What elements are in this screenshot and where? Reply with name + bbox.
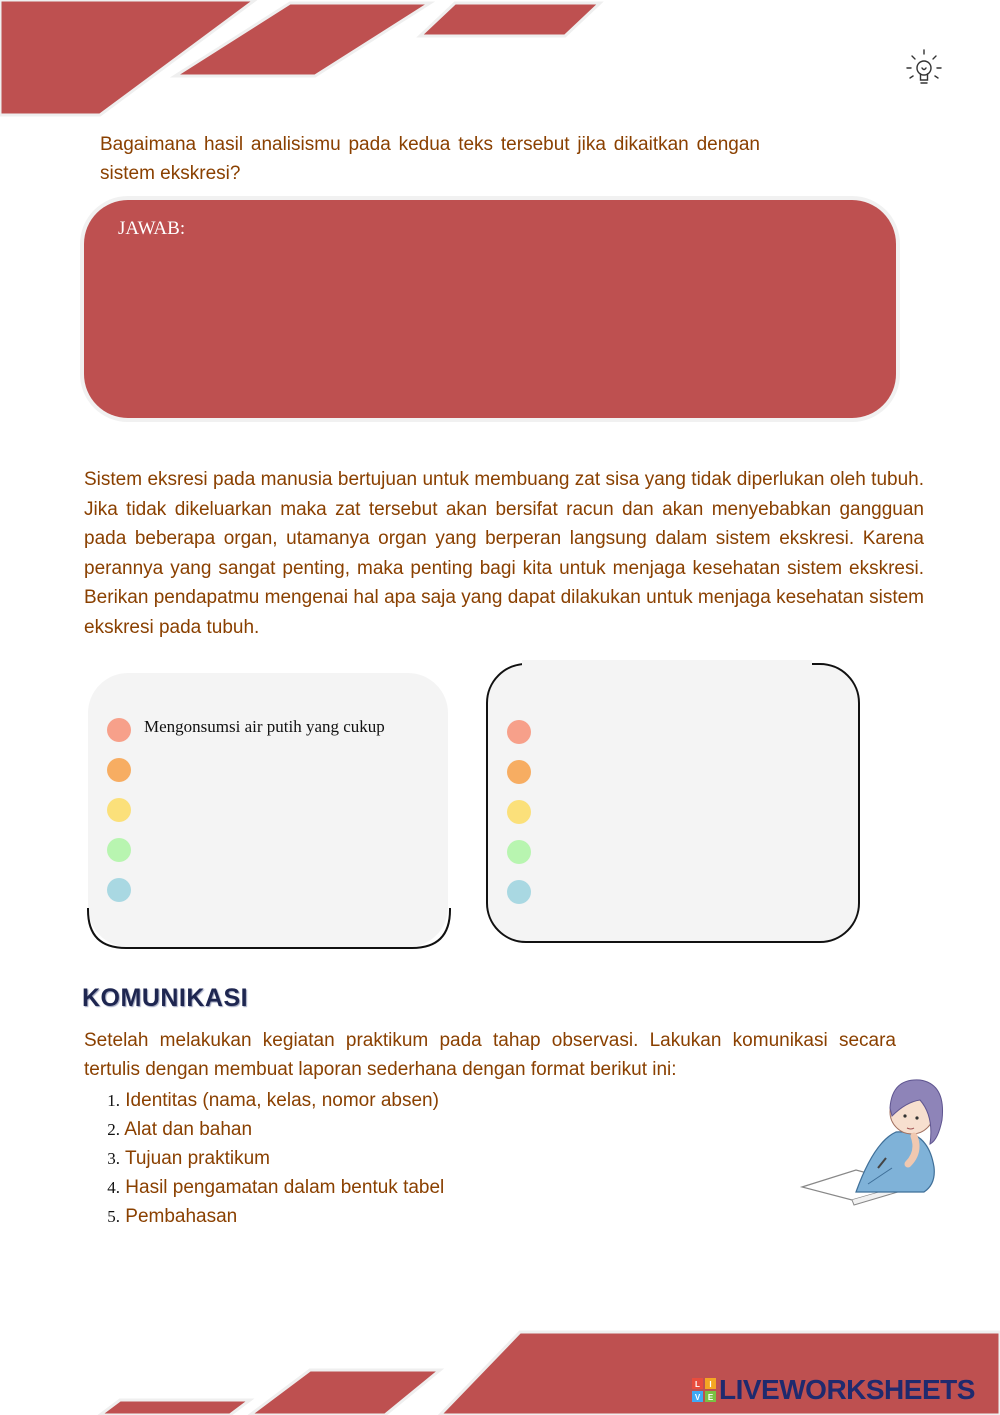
list-item: 1. Identitas (nama, kelas, nomor absen) [107, 1090, 439, 1111]
liveworksheets-brand[interactable] [692, 1372, 975, 1408]
instruction-paragraph: Sistem eksresi pada manusia bertujuan untuk membuang zat sisa yang tidak diperlukan oleh tubuh. Jika tidak dikeluarkan maka zat tersebut akan bersifat racun dan akan menyebabkan gangguan pada beberapa organ, utamanya organ yang berperan langsung dalam sistem ekskresi. Karena perannya yang sangat penting, maka penting bagi kita untuk menjaga kesehatan sistem ekskresi. Berikan pendapatmu mengenai hal apa saja yang dapat dilakukan untuk menjaga kesehatan sistem ekskresi pada tubuh. [84, 469, 924, 638]
list-item: 4. Hasil pengamatan dalam bentuk tabel [107, 1177, 445, 1198]
svg-text:I: I [709, 1380, 712, 1389]
bullet-dot-2 [507, 760, 531, 784]
girl-studying-illustration [796, 1072, 952, 1212]
right-answer-card[interactable] [486, 663, 860, 943]
list-item: 5. Pembahasan [107, 1206, 238, 1227]
section-intro: Setelah melakukan kegiatan praktikum pada tahap observasi. Lakukan komunikasi secara tertulis dengan membuat laporan sederhana dengan format berikut ini: [84, 1030, 896, 1080]
bullet-dot-5 [107, 878, 131, 902]
card-item-text: Mengonsumsi air putih yang cukup [144, 717, 385, 736]
bullet-dot-5 [507, 880, 531, 904]
bullet-dot-4 [107, 838, 131, 862]
answer-input-box[interactable] [84, 200, 896, 418]
bullet-dot-2 [107, 758, 131, 782]
top-banner-decoration [0, 0, 620, 125]
brand-name: LIVEWORKSHEETS [719, 1374, 975, 1405]
section-heading: KOMUNIKASI [82, 984, 249, 1012]
bullet-dot-1 [107, 718, 131, 742]
right-card-top-gap [522, 660, 812, 666]
svg-text:E: E [707, 1393, 714, 1402]
question-text: Bagaimana hasil analisismu pada kedua teks tersebut jika dikaitkan dengan sistem ekskresi? [100, 134, 760, 184]
report-format-list [98, 1086, 444, 1231]
bullet-dot-1 [507, 720, 531, 744]
bullet-dot-3 [107, 798, 131, 822]
list-item: 2. Alat dan bahan [107, 1119, 253, 1140]
list-item: 3. Tujuan praktikum [107, 1148, 270, 1169]
answer-label: JAWAB: [118, 218, 186, 239]
svg-text:V: V [694, 1393, 701, 1402]
bullet-dot-4 [507, 840, 531, 864]
liveworksheets-logo-icon [692, 1378, 716, 1402]
bullet-dot-3 [507, 800, 531, 824]
left-card-bottom-border [86, 906, 452, 950]
svg-text:L: L [695, 1380, 700, 1389]
lightbulb-icon [898, 42, 948, 92]
